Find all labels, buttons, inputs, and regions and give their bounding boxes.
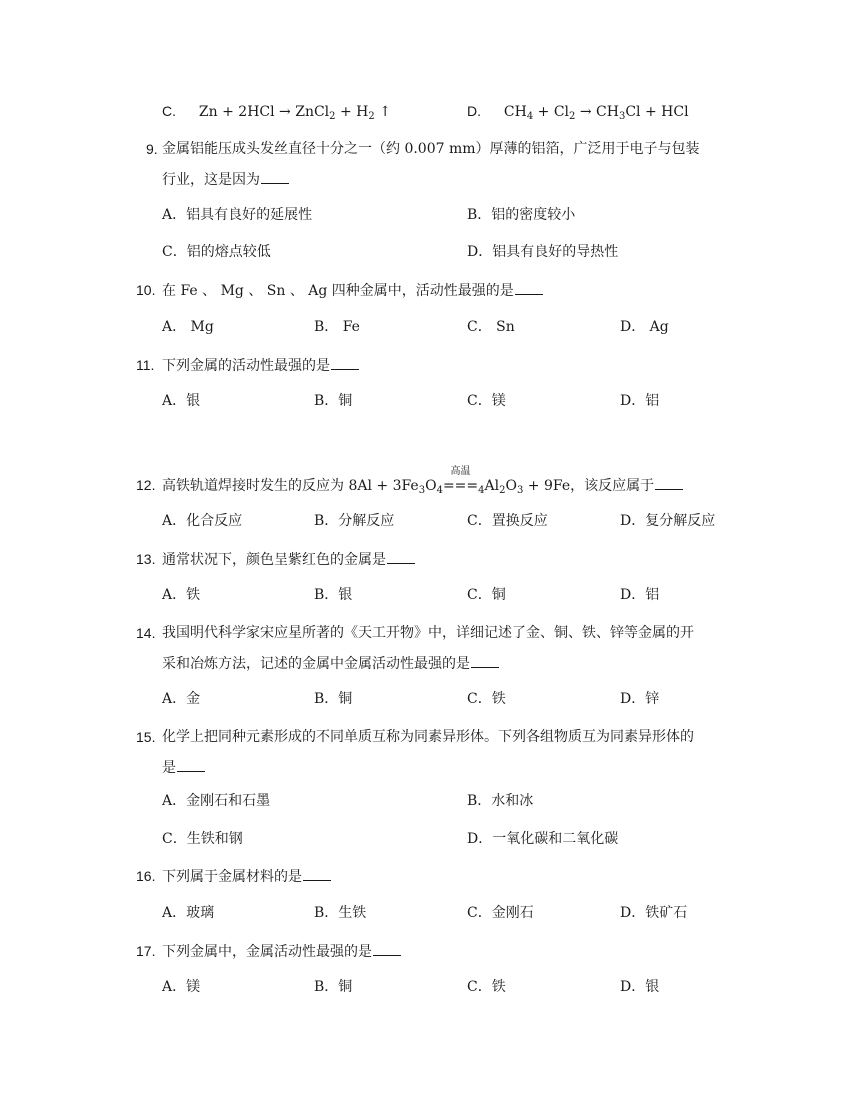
option-letter: C. <box>162 103 176 119</box>
q15-option-a: A．金刚石和石墨 <box>162 793 271 809</box>
q14-text-line2: 采和冶炼方法，记述的金属中金属活动性最强的是 <box>162 653 499 674</box>
q14-option-a: A．金 <box>162 691 201 707</box>
q11-option-c: C．镁 <box>467 393 506 409</box>
q12-option-d: D．复分解反应 <box>620 513 716 529</box>
q10-option-a: A． Mg <box>162 319 214 335</box>
q9-option-b: B．铝的密度较小 <box>467 207 576 223</box>
q16-text: 下列属于金属材料的是 <box>162 866 331 887</box>
q15-text-line1: 化学上把同种元素形成的不同单质互称为同素异形体。下列各组物质互为同素异形体的 <box>162 729 694 745</box>
answer-blank[interactable] <box>655 475 683 490</box>
answer-blank[interactable] <box>177 757 205 772</box>
q11-option-a: A．银 <box>162 393 201 409</box>
question-number: 9. <box>146 141 158 157</box>
answer-blank[interactable] <box>261 169 289 184</box>
q14-option-d: D．锌 <box>620 691 660 707</box>
q15-text-line2: 是 <box>162 757 205 778</box>
question-number: 16. <box>136 868 156 884</box>
reaction-condition: 高温 === <box>442 466 479 494</box>
q12-text: 高铁轨道焊接时发生的反应为 $8Al + 3Fe_3O_4$ 高温 $===_4Al_2O_3 + 9Fe$，该反应属于 <box>162 475 683 496</box>
q11-option-d: D．铝 <box>620 393 660 409</box>
q10-option-d: D． Ag <box>620 319 669 335</box>
answer-blank[interactable] <box>303 866 331 881</box>
q16-option-d: D．铁矿石 <box>620 905 688 921</box>
q8-option-d-formula: $CH_4 + Cl_2 \to CH_3Cl$ + HCl <box>503 104 689 122</box>
answer-blank[interactable] <box>387 549 415 564</box>
q15-option-b: B．水和冰 <box>467 793 534 809</box>
q15-option-d: D．一氧化碳和二氧化碳 <box>467 831 619 847</box>
q17-option-b: B．铜 <box>314 979 353 995</box>
q8-option-c-formula: Zn + 2HCl → ZnCl$_2$ + $H_2$ ↑ <box>198 104 391 122</box>
q17-option-a: A．镁 <box>162 979 201 995</box>
question-number: 12. <box>136 477 156 493</box>
q9-option-d: D．铝具有良好的导热性 <box>467 244 619 260</box>
q14-text-line1: 我国明代科学家宋应星所著的《天工开物》中，详细记述了金、铜、铁、锌等金属的开 <box>162 625 694 641</box>
q12-option-a: A．化合反应 <box>162 513 243 529</box>
q9-option-c: C．铝的熔点较低 <box>162 244 271 260</box>
q9-option-a: A．铝具有良好的延展性 <box>162 207 313 223</box>
q10-option-c: C． Sn <box>467 319 515 335</box>
question-number: 11. <box>136 357 155 373</box>
answer-blank[interactable] <box>331 355 359 370</box>
question-number: 10. <box>136 282 156 298</box>
q11-option-b: B．铜 <box>314 393 353 409</box>
q14-option-b: B．铜 <box>314 691 353 707</box>
q17-option-d: D．银 <box>620 979 660 995</box>
q14-option-c: C．铁 <box>467 691 506 707</box>
question-number: 15. <box>136 729 156 745</box>
q13-option-b: B．银 <box>314 587 353 603</box>
q17-text: 下列金属中，金属活动性最强的是 <box>162 941 401 962</box>
q12-option-c: C．置换反应 <box>467 513 548 529</box>
q8-option-d <box>467 101 689 122</box>
q11-text: 下列金属的活动性最强的是 <box>162 355 359 376</box>
q9-text-line2: 行业，这是因为 <box>162 169 289 190</box>
q13-option-d: D．铝 <box>620 587 660 603</box>
q16-option-b: B．生铁 <box>314 905 367 921</box>
answer-blank[interactable] <box>373 941 401 956</box>
q13-text: 通常状况下，颜色呈紫红色的金属是 <box>162 549 415 570</box>
answer-blank[interactable] <box>515 280 543 295</box>
q17-option-c: C．铁 <box>467 979 506 995</box>
q13-option-a: A．铁 <box>162 587 201 603</box>
q13-option-c: C．铜 <box>467 587 506 603</box>
option-letter: D. <box>467 103 481 119</box>
q16-option-c: C．金刚石 <box>467 905 534 921</box>
question-number: 13. <box>136 551 156 567</box>
q10-option-b: B． Fe <box>314 319 360 335</box>
q10-text: 在 Fe 、 Mg 、 Sn 、 Ag 四种金属中，活动性最强的是 <box>162 280 543 301</box>
answer-blank[interactable] <box>471 653 499 668</box>
q12-option-b: B．分解反应 <box>314 513 395 529</box>
question-number: 17. <box>136 943 156 959</box>
q16-option-a: A．玻璃 <box>162 905 215 921</box>
q9-text-line1: 金属铝能压成头发丝直径十分之一（约 0.007 mm）厚薄的铝箔，广泛用于电子与包装 <box>162 141 700 157</box>
q8-option-c <box>162 101 391 122</box>
q15-option-c: C．生铁和钢 <box>162 831 243 847</box>
question-number: 14. <box>136 625 156 641</box>
